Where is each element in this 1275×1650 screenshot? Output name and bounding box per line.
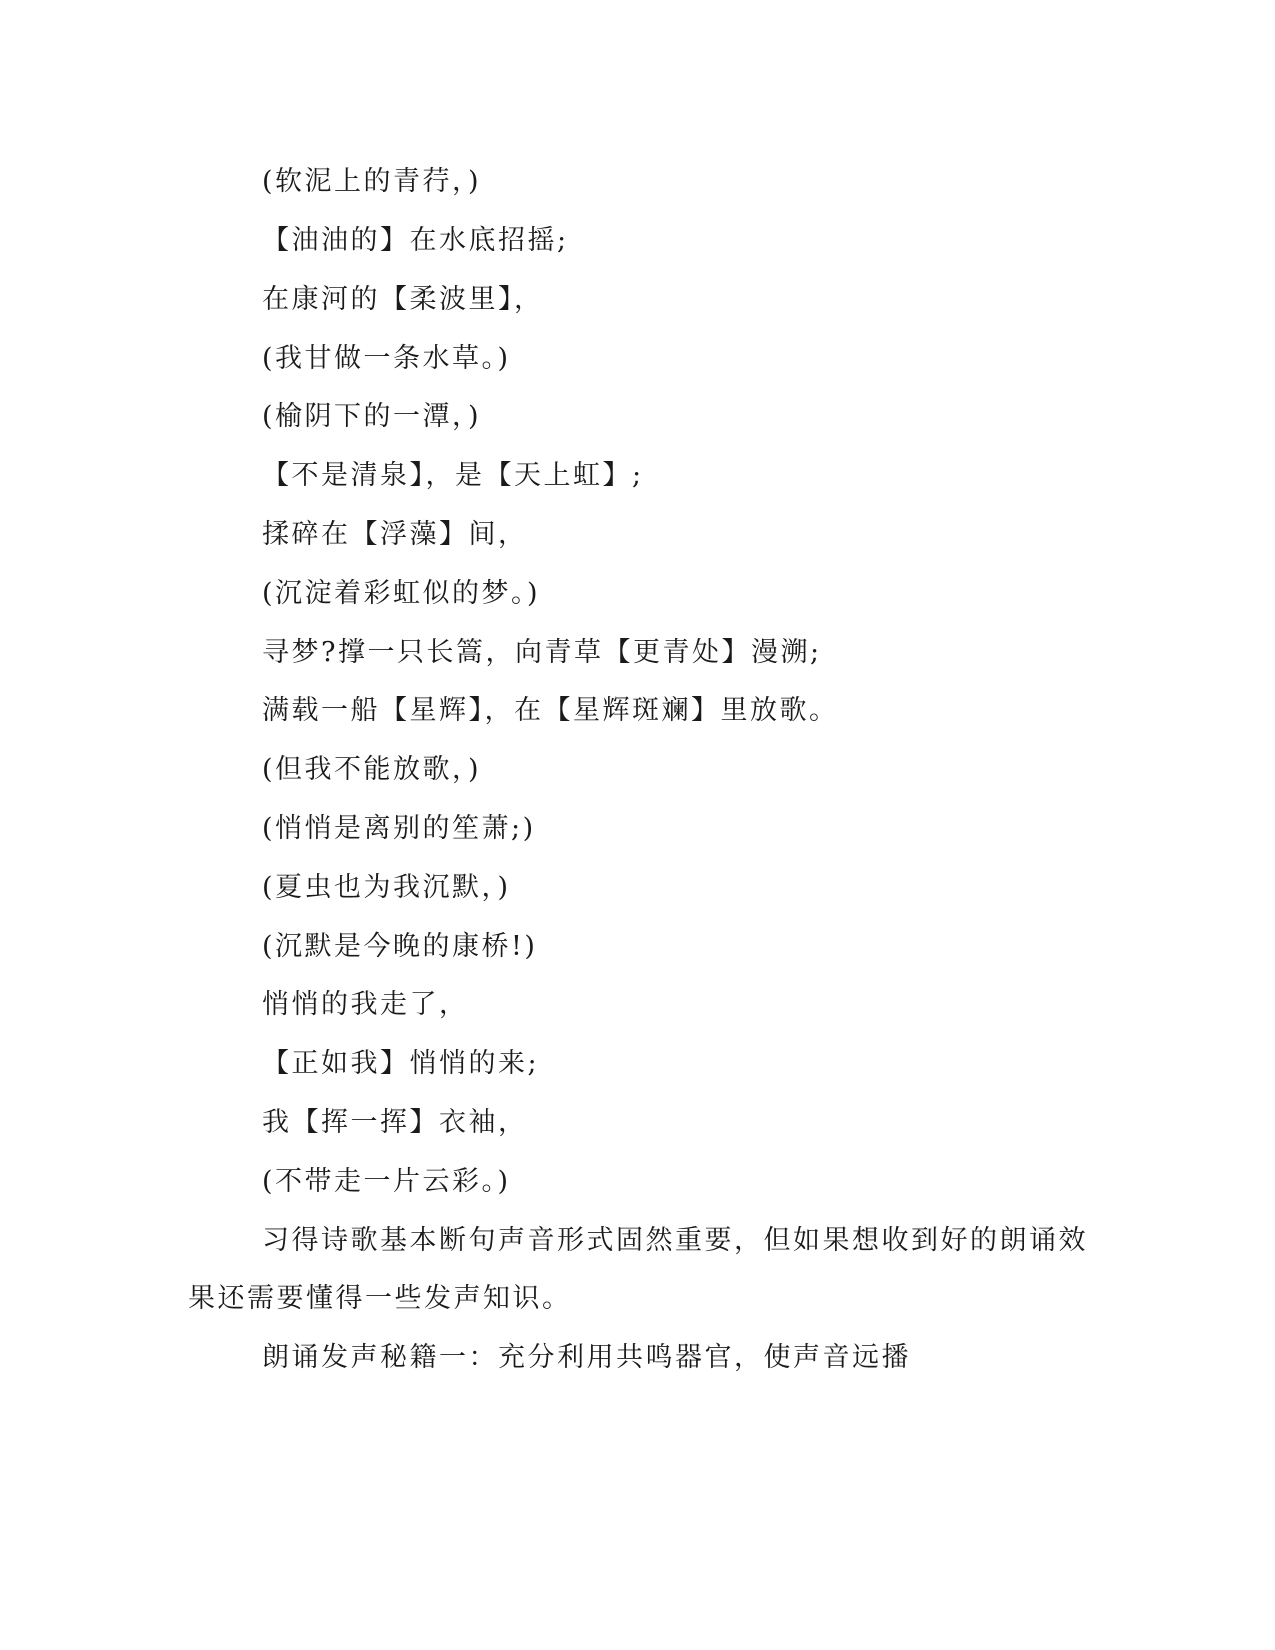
poem-line: (榆阴下的一潭，) <box>262 401 482 432</box>
poem-line: (不带走一片云彩。) <box>262 1166 511 1197</box>
poem-line: 【正如我】悄悄的来; <box>262 1048 540 1079</box>
poem-line: 满载一船【星辉】，在【星辉斑斓】里放歌。 <box>262 695 839 726</box>
poem-line: (夏虫也为我沉默，) <box>262 872 511 903</box>
poem-line: (沉淀着彩虹似的梦。) <box>262 578 541 609</box>
poem-line: 寻梦?撑一只长篙，向青草【更青处】漫溯; <box>262 637 822 668</box>
poem-line: 揉碎在【浮藻】间， <box>262 519 528 550</box>
poem-line: (软泥上的青荇，) <box>262 166 482 197</box>
poem-line: (我甘做一条水草。) <box>262 343 511 374</box>
poem-line: 【不是清泉】，是【天上虹】; <box>262 460 644 491</box>
poem-line: (沉默是今晚的康桥!) <box>262 931 538 962</box>
poem-line: 【油油的】在水底招摇; <box>262 225 569 256</box>
paragraph-line-continued: 果还需要懂得一些发声知识。 <box>188 1283 572 1314</box>
poem-line: (悄悄是离别的笙萧;) <box>262 813 536 844</box>
poem-line: 在康河的【柔波里】， <box>262 284 544 315</box>
section-heading: 朗诵发声秘籍一：充分利用共鸣器官，使声音远播 <box>262 1342 911 1373</box>
poem-line: (但我不能放歌，) <box>262 754 482 785</box>
poem-line: 我【挥一挥】衣袖， <box>262 1107 528 1138</box>
poem-line: 悄悄的我走了， <box>262 989 469 1020</box>
paragraph-line-first: 习得诗歌基本断句声音形式固然重要，但如果想收到好的朗诵效 <box>262 1225 1088 1256</box>
